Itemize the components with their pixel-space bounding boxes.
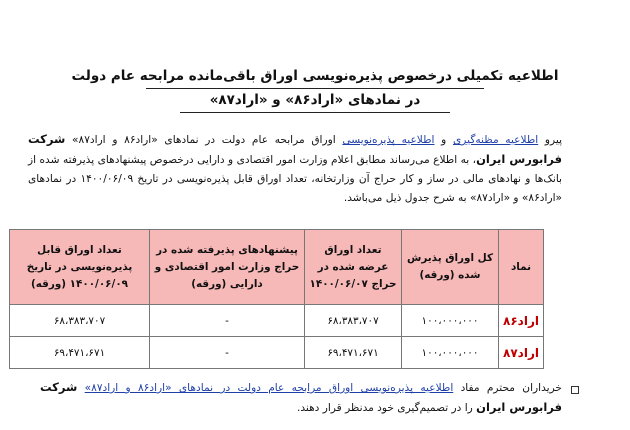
title-underline-1 bbox=[146, 88, 484, 89]
header-accepted-bids: پیشنهادهای پذیرفته شده در حراج وزارت امور اقتصادی و دارایی (ورقه) bbox=[150, 230, 305, 305]
header-available-for-subscription: تعداد اوراق قابل پذیره‌نویسی در تاریخ ۱۴۰۰/۰۶/۰۹ (ورقه) bbox=[10, 230, 150, 305]
closing-rest: را در تصمیم‌گیری خود مدنظر قرار دهند. bbox=[296, 402, 473, 414]
cell-available: ۶۸،۳۸۳،۷۰۷ bbox=[10, 305, 150, 337]
cell-offered: ۶۸،۳۸۳،۷۰۷ bbox=[305, 305, 402, 337]
table-row bbox=[10, 337, 544, 369]
cell-accepted: - bbox=[150, 337, 305, 369]
header-total-admitted: کل اوراق پذیرش شده (ورقه) bbox=[402, 230, 499, 305]
title-line-1: اطلاعیه تکمیلی درخصوص پذیره‌نویسی اوراق باقی‌مانده مرابحه عام دولت bbox=[71, 68, 559, 84]
header-symbol: نماد bbox=[499, 230, 544, 305]
closing-prefix: خریداران محترم مفاد bbox=[460, 382, 562, 394]
intro-prefix: پیرو bbox=[544, 134, 563, 146]
link-quote-notice[interactable]: اطلاعیه مظنه‌گیری bbox=[453, 134, 539, 146]
intro-paragraph bbox=[28, 130, 562, 208]
closing-paragraph bbox=[40, 378, 562, 418]
link-subscription-notice[interactable]: اطلاعیه پذیره‌نویسی bbox=[342, 134, 435, 146]
cell-total-admitted: ۱۰۰،۰۰۰،۰۰۰ bbox=[402, 305, 499, 337]
cell-total-admitted: ۱۰۰،۰۰۰،۰۰۰ bbox=[402, 337, 499, 369]
header-offered-in-auction: تعداد اوراق عرضه شده در حراج ۱۴۰۰/۰۶/۰۷ bbox=[305, 230, 402, 305]
link-subscription-notice-2[interactable]: اطلاعیه پذیره‌نویسی اوراق مرابحه عام دولت در نمادهای «اراد۸۶ و اراد۸۷» bbox=[84, 382, 454, 394]
intro-body: اوراق مرابحه عام دولت در نمادهای «اراد۸۶ و اراد۸۷» bbox=[72, 134, 336, 146]
cell-symbol: اراد۸۷ bbox=[499, 337, 544, 369]
closing-company: شرکت فرابورس ایران bbox=[40, 380, 562, 414]
bullet-icon bbox=[571, 386, 579, 394]
cell-offered: ۶۹،۴۷۱،۶۷۱ bbox=[305, 337, 402, 369]
intro-company: شرکت فرابورس ایران bbox=[28, 132, 562, 166]
table-row bbox=[10, 305, 544, 337]
table-header-row bbox=[10, 230, 544, 305]
subscription-table bbox=[9, 229, 544, 369]
intro-rest: ، به اطلاع می‌رساند مطابق اعلام وزارت امور اقتصادی و دارایی درخصوص پیشنهادهای پذیرفته شده از بانک‌ها و نهادهای مالی در ساز و کار حراج آن وزارتخانه، تعداد اوراق قابل پذیره‌نویسی در تاریخ ۱۴۰۰/۰۶/۰۹ در نمادهای «اراد۸۶» و «اراد۸۷» به شرح جدول ذیل می‌باشد. bbox=[28, 154, 562, 204]
title-underline-2 bbox=[180, 112, 450, 113]
intro-and: و bbox=[441, 134, 447, 146]
cell-available: ۶۹،۴۷۱،۶۷۱ bbox=[10, 337, 150, 369]
cell-symbol: اراد۸۶ bbox=[499, 305, 544, 337]
cell-accepted: - bbox=[150, 305, 305, 337]
title-line-2: در نمادهای «اراد۸۶» و «اراد۸۷» bbox=[209, 92, 421, 108]
